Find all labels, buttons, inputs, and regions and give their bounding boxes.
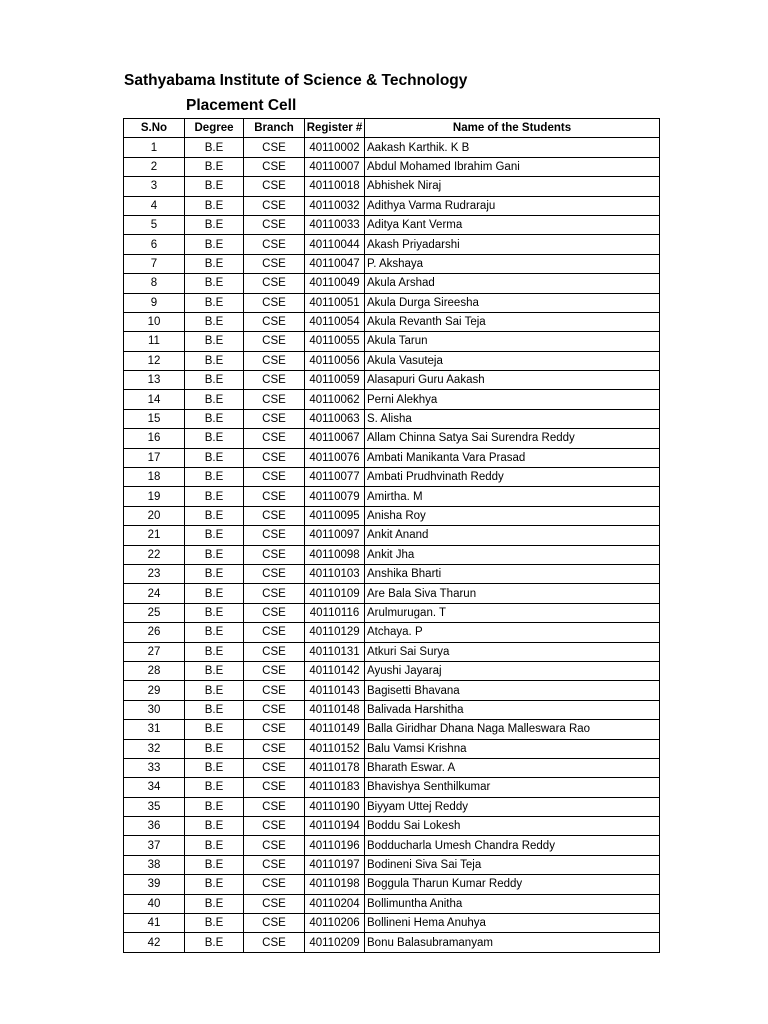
table-row [124, 875, 660, 894]
cell-degree: B.E [185, 642, 244, 661]
student-table [123, 118, 660, 953]
table-row [124, 274, 660, 293]
cell-branch: CSE [244, 564, 305, 583]
cell-register: 40110018 [305, 177, 365, 196]
cell-register: 40110103 [305, 564, 365, 583]
cell-register: 40110196 [305, 836, 365, 855]
cell-sno: 38 [124, 855, 185, 874]
table-row [124, 196, 660, 215]
table-row [124, 390, 660, 409]
cell-name: Perni Alekhya [365, 390, 660, 409]
cell-name: Abdul Mohamed Ibrahim Gani [365, 157, 660, 176]
cell-sno: 6 [124, 235, 185, 254]
cell-name: Adithya Varma Rudraraju [365, 196, 660, 215]
cell-degree: B.E [185, 332, 244, 351]
cell-branch: CSE [244, 215, 305, 234]
cell-degree: B.E [185, 603, 244, 622]
cell-degree: B.E [185, 196, 244, 215]
table-row [124, 468, 660, 487]
cell-sno: 10 [124, 312, 185, 331]
cell-sno: 9 [124, 293, 185, 312]
table-row [124, 797, 660, 816]
cell-sno: 32 [124, 739, 185, 758]
table-row [124, 545, 660, 564]
cell-branch: CSE [244, 720, 305, 739]
cell-sno: 42 [124, 933, 185, 952]
cell-branch: CSE [244, 758, 305, 777]
cell-register: 40110002 [305, 138, 365, 157]
column-header-degree: Degree [185, 119, 244, 138]
cell-name: Akula Vasuteja [365, 351, 660, 370]
cell-sno: 19 [124, 487, 185, 506]
cell-sno: 29 [124, 681, 185, 700]
cell-branch: CSE [244, 312, 305, 331]
cell-degree: B.E [185, 351, 244, 370]
cell-name: Akula Arshad [365, 274, 660, 293]
cell-name: Arulmurugan. T [365, 603, 660, 622]
cell-register: 40110063 [305, 409, 365, 428]
cell-branch: CSE [244, 506, 305, 525]
table-row [124, 409, 660, 428]
cell-degree: B.E [185, 739, 244, 758]
cell-branch: CSE [244, 778, 305, 797]
table-body [124, 138, 660, 952]
cell-register: 40110178 [305, 758, 365, 777]
cell-degree: B.E [185, 545, 244, 564]
cell-degree: B.E [185, 506, 244, 525]
cell-name: Aditya Kant Verma [365, 215, 660, 234]
cell-name: Balla Giridhar Dhana Naga Malleswara Rao [365, 720, 660, 739]
table-row [124, 215, 660, 234]
table-row [124, 177, 660, 196]
cell-name: Balu Vamsi Krishna [365, 739, 660, 758]
cell-branch: CSE [244, 468, 305, 487]
cell-sno: 40 [124, 894, 185, 913]
table-row [124, 157, 660, 176]
cell-name: Bodineni Siva Sai Teja [365, 855, 660, 874]
cell-degree: B.E [185, 409, 244, 428]
cell-degree: B.E [185, 797, 244, 816]
cell-sno: 11 [124, 332, 185, 351]
cell-name: Boggula Tharun Kumar Reddy [365, 875, 660, 894]
cell-degree: B.E [185, 584, 244, 603]
cell-name: Bhavishya Senthilkumar [365, 778, 660, 797]
cell-branch: CSE [244, 739, 305, 758]
cell-name: S. Alisha [365, 409, 660, 428]
cell-branch: CSE [244, 409, 305, 428]
cell-register: 40110198 [305, 875, 365, 894]
table-row [124, 603, 660, 622]
cell-sno: 16 [124, 429, 185, 448]
cell-name: Akula Tarun [365, 332, 660, 351]
cell-register: 40110062 [305, 390, 365, 409]
cell-register: 40110183 [305, 778, 365, 797]
cell-register: 40110098 [305, 545, 365, 564]
cell-sno: 15 [124, 409, 185, 428]
table-row [124, 914, 660, 933]
cell-degree: B.E [185, 390, 244, 409]
cell-sno: 36 [124, 817, 185, 836]
table-row [124, 661, 660, 680]
cell-degree: B.E [185, 836, 244, 855]
cell-degree: B.E [185, 933, 244, 952]
cell-branch: CSE [244, 545, 305, 564]
cell-degree: B.E [185, 720, 244, 739]
cell-degree: B.E [185, 293, 244, 312]
table-row [124, 254, 660, 273]
cell-branch: CSE [244, 584, 305, 603]
table-row [124, 293, 660, 312]
cell-name: Amirtha. M [365, 487, 660, 506]
cell-register: 40110033 [305, 215, 365, 234]
cell-name: Bonu Balasubramanyam [365, 933, 660, 952]
cell-name: Ambati Manikanta Vara Prasad [365, 448, 660, 467]
cell-register: 40110079 [305, 487, 365, 506]
cell-name: Ayushi Jayaraj [365, 661, 660, 680]
cell-name: Bharath Eswar. A [365, 758, 660, 777]
table-row [124, 700, 660, 719]
table-row [124, 138, 660, 157]
table-row [124, 739, 660, 758]
cell-degree: B.E [185, 681, 244, 700]
table-row [124, 758, 660, 777]
cell-degree: B.E [185, 564, 244, 583]
cell-degree: B.E [185, 254, 244, 273]
cell-branch: CSE [244, 448, 305, 467]
cell-degree: B.E [185, 371, 244, 390]
cell-register: 40110142 [305, 661, 365, 680]
table-row [124, 933, 660, 952]
cell-sno: 21 [124, 526, 185, 545]
table-row [124, 681, 660, 700]
cell-branch: CSE [244, 157, 305, 176]
cell-degree: B.E [185, 429, 244, 448]
cell-branch: CSE [244, 894, 305, 913]
table-row [124, 894, 660, 913]
table-row [124, 584, 660, 603]
cell-degree: B.E [185, 700, 244, 719]
cell-name: Anisha Roy [365, 506, 660, 525]
cell-branch: CSE [244, 429, 305, 448]
table-row [124, 235, 660, 254]
cell-name: Bodducharla Umesh Chandra Reddy [365, 836, 660, 855]
cell-branch: CSE [244, 390, 305, 409]
table-row [124, 371, 660, 390]
cell-degree: B.E [185, 855, 244, 874]
document-title: Sathyabama Institute of Science & Technology [124, 72, 468, 89]
cell-sno: 41 [124, 914, 185, 933]
cell-name: Are Bala Siva Tharun [365, 584, 660, 603]
table-row [124, 332, 660, 351]
table-row [124, 855, 660, 874]
cell-name: Anshika Bharti [365, 564, 660, 583]
cell-degree: B.E [185, 157, 244, 176]
cell-sno: 4 [124, 196, 185, 215]
cell-branch: CSE [244, 642, 305, 661]
cell-branch: CSE [244, 700, 305, 719]
cell-sno: 39 [124, 875, 185, 894]
column-header-name: Name of the Students [365, 119, 660, 138]
cell-degree: B.E [185, 448, 244, 467]
cell-sno: 5 [124, 215, 185, 234]
cell-register: 40110097 [305, 526, 365, 545]
cell-name: Akash Priyadarshi [365, 235, 660, 254]
cell-degree: B.E [185, 274, 244, 293]
cell-sno: 8 [124, 274, 185, 293]
cell-register: 40110109 [305, 584, 365, 603]
cell-sno: 31 [124, 720, 185, 739]
cell-degree: B.E [185, 487, 244, 506]
cell-register: 40110056 [305, 351, 365, 370]
cell-branch: CSE [244, 681, 305, 700]
cell-register: 40110054 [305, 312, 365, 331]
table-row [124, 720, 660, 739]
cell-register: 40110055 [305, 332, 365, 351]
cell-degree: B.E [185, 312, 244, 331]
table-row [124, 448, 660, 467]
cell-name: Abhishek Niraj [365, 177, 660, 196]
cell-register: 40110206 [305, 914, 365, 933]
cell-register: 40110067 [305, 429, 365, 448]
cell-register: 40110148 [305, 700, 365, 719]
table-row [124, 506, 660, 525]
cell-sno: 35 [124, 797, 185, 816]
cell-register: 40110204 [305, 894, 365, 913]
column-header-register: Register # [305, 119, 365, 138]
cell-register: 40110152 [305, 739, 365, 758]
cell-register: 40110197 [305, 855, 365, 874]
cell-register: 40110190 [305, 797, 365, 816]
cell-sno: 1 [124, 138, 185, 157]
cell-sno: 33 [124, 758, 185, 777]
cell-sno: 20 [124, 506, 185, 525]
cell-sno: 24 [124, 584, 185, 603]
cell-branch: CSE [244, 817, 305, 836]
cell-register: 40110032 [305, 196, 365, 215]
cell-register: 40110007 [305, 157, 365, 176]
cell-name: Aakash Karthik. K B [365, 138, 660, 157]
cell-sno: 18 [124, 468, 185, 487]
cell-register: 40110047 [305, 254, 365, 273]
cell-sno: 12 [124, 351, 185, 370]
cell-degree: B.E [185, 758, 244, 777]
cell-branch: CSE [244, 274, 305, 293]
cell-degree: B.E [185, 235, 244, 254]
cell-branch: CSE [244, 836, 305, 855]
cell-sno: 17 [124, 448, 185, 467]
cell-name: Allam Chinna Satya Sai Surendra Reddy [365, 429, 660, 448]
cell-sno: 3 [124, 177, 185, 196]
cell-sno: 23 [124, 564, 185, 583]
cell-branch: CSE [244, 371, 305, 390]
table-row [124, 487, 660, 506]
cell-register: 40110131 [305, 642, 365, 661]
cell-sno: 13 [124, 371, 185, 390]
cell-sno: 37 [124, 836, 185, 855]
cell-sno: 14 [124, 390, 185, 409]
cell-name: Atchaya. P [365, 623, 660, 642]
cell-branch: CSE [244, 293, 305, 312]
cell-sno: 22 [124, 545, 185, 564]
cell-name: Atkuri Sai Surya [365, 642, 660, 661]
cell-name: Bagisetti Bhavana [365, 681, 660, 700]
table-row [124, 351, 660, 370]
cell-sno: 26 [124, 623, 185, 642]
table-row [124, 642, 660, 661]
cell-register: 40110059 [305, 371, 365, 390]
cell-name: Ankit Jha [365, 545, 660, 564]
cell-degree: B.E [185, 778, 244, 797]
cell-degree: B.E [185, 661, 244, 680]
table-row [124, 817, 660, 836]
cell-sno: 30 [124, 700, 185, 719]
cell-register: 40110044 [305, 235, 365, 254]
cell-branch: CSE [244, 332, 305, 351]
cell-name: Bollineni Hema Anuhya [365, 914, 660, 933]
cell-branch: CSE [244, 526, 305, 545]
cell-name: Alasapuri Guru Aakash [365, 371, 660, 390]
cell-branch: CSE [244, 235, 305, 254]
cell-name: Balivada Harshitha [365, 700, 660, 719]
cell-degree: B.E [185, 894, 244, 913]
table-row [124, 526, 660, 545]
cell-branch: CSE [244, 623, 305, 642]
table-row [124, 429, 660, 448]
cell-name: Akula Durga Sireesha [365, 293, 660, 312]
cell-name: Bollimuntha Anitha [365, 894, 660, 913]
cell-register: 40110116 [305, 603, 365, 622]
cell-register: 40110143 [305, 681, 365, 700]
cell-branch: CSE [244, 797, 305, 816]
cell-branch: CSE [244, 855, 305, 874]
cell-register: 40110129 [305, 623, 365, 642]
column-header-sno: S.No [124, 119, 185, 138]
cell-branch: CSE [244, 661, 305, 680]
cell-branch: CSE [244, 177, 305, 196]
document-subtitle: Placement Cell [186, 97, 297, 114]
cell-branch: CSE [244, 875, 305, 894]
cell-sno: 28 [124, 661, 185, 680]
cell-sno: 2 [124, 157, 185, 176]
cell-branch: CSE [244, 196, 305, 215]
table-header-row [124, 119, 660, 138]
cell-sno: 7 [124, 254, 185, 273]
cell-degree: B.E [185, 468, 244, 487]
cell-branch: CSE [244, 603, 305, 622]
cell-sno: 27 [124, 642, 185, 661]
cell-name: P. Akshaya [365, 254, 660, 273]
cell-degree: B.E [185, 914, 244, 933]
cell-name: Akula Revanth Sai Teja [365, 312, 660, 331]
column-header-branch: Branch [244, 119, 305, 138]
table-row [124, 312, 660, 331]
cell-register: 40110049 [305, 274, 365, 293]
cell-degree: B.E [185, 177, 244, 196]
cell-register: 40110051 [305, 293, 365, 312]
cell-name: Ankit Anand [365, 526, 660, 545]
cell-sno: 34 [124, 778, 185, 797]
cell-register: 40110194 [305, 817, 365, 836]
cell-degree: B.E [185, 817, 244, 836]
table-row [124, 623, 660, 642]
table-row [124, 836, 660, 855]
cell-branch: CSE [244, 254, 305, 273]
cell-branch: CSE [244, 351, 305, 370]
cell-degree: B.E [185, 526, 244, 545]
table-row [124, 778, 660, 797]
cell-degree: B.E [185, 875, 244, 894]
table-row [124, 564, 660, 583]
cell-branch: CSE [244, 138, 305, 157]
cell-degree: B.E [185, 623, 244, 642]
cell-register: 40110095 [305, 506, 365, 525]
cell-register: 40110149 [305, 720, 365, 739]
cell-degree: B.E [185, 215, 244, 234]
cell-register: 40110077 [305, 468, 365, 487]
cell-name: Boddu Sai Lokesh [365, 817, 660, 836]
cell-degree: B.E [185, 138, 244, 157]
cell-branch: CSE [244, 914, 305, 933]
cell-sno: 25 [124, 603, 185, 622]
cell-branch: CSE [244, 487, 305, 506]
cell-register: 40110209 [305, 933, 365, 952]
cell-name: Biyyam Uttej Reddy [365, 797, 660, 816]
cell-register: 40110076 [305, 448, 365, 467]
cell-name: Ambati Prudhvinath Reddy [365, 468, 660, 487]
cell-branch: CSE [244, 933, 305, 952]
